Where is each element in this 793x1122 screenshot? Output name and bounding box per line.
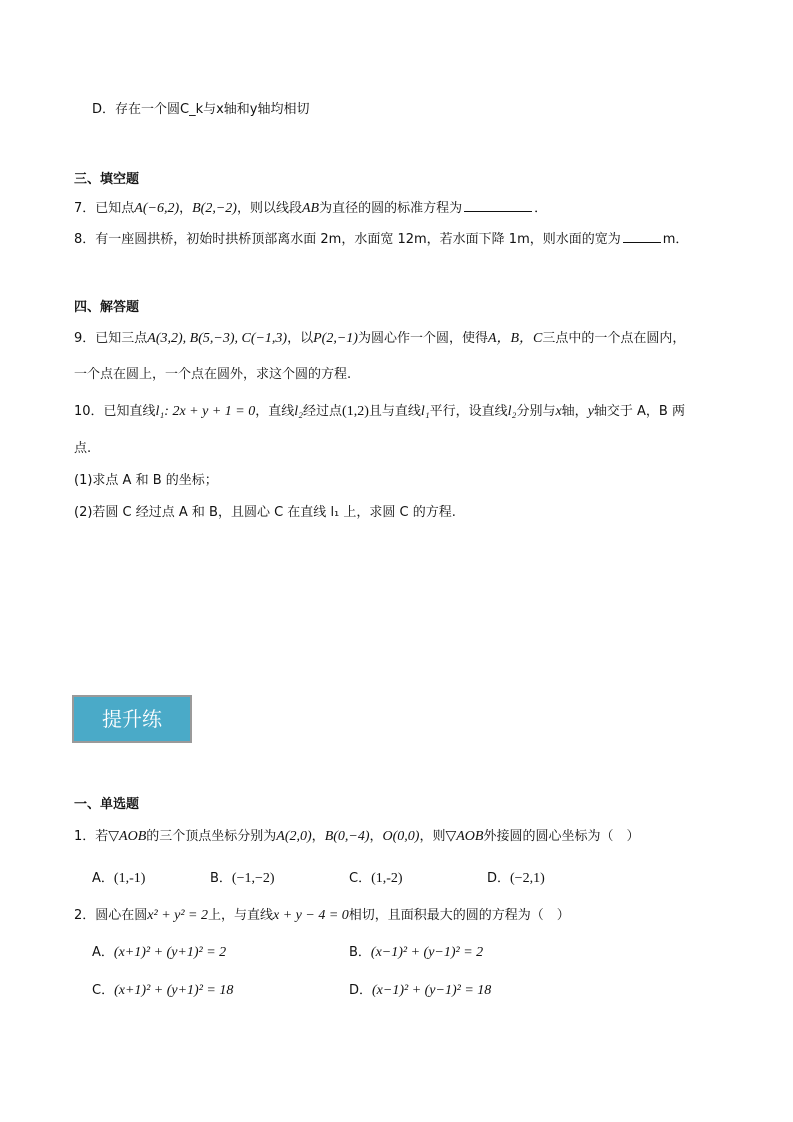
problem-1: 1．若▽AOB的三个顶点坐标分别为A(2,0)，B(0,−4)，O(0,0)，则▽AOB外接圆的圆心坐标为（ ）: [74, 829, 640, 844]
q6-option-d-text: D．存在一个圆C_k与x轴和y轴均相切: [92, 102, 310, 117]
question-9: 9．已知三点A(3,2), B(5,−3), C(−1,3)，以P(2,−1)为圆心作一个圆，使得A，B，C三点中的一个点在圆内，: [74, 331, 686, 346]
point-a: A(−6,2): [134, 201, 180, 216]
p1-option-c[interactable]: C．(1,‑2): [349, 871, 403, 886]
answer-blank-8[interactable]: [623, 228, 661, 243]
point-b: B(2,−2): [192, 201, 237, 216]
section-title-single-choice: 一、单选题: [74, 797, 140, 812]
question-10-part1: (1)求点 A 和 B 的坐标；: [74, 473, 218, 488]
improvement-practice-badge: 提升练: [72, 695, 192, 743]
section-title-fill-blank: 三、填空题: [74, 172, 140, 187]
question-8: 8．有一座圆拱桥，初始时拱桥顶部离水面 2m，水面宽 12m，若水面下降 1m，则水面的宽为 m．: [74, 228, 688, 250]
p2-option-c[interactable]: C．(x+1)² + (y+1)² = 18: [92, 983, 234, 998]
answer-blank-7[interactable]: [464, 197, 532, 212]
question-9-line2: 一个点在圆上，一个点在圆外，求这个圆的方程.: [74, 367, 352, 382]
problem-2: 2．圆心在圆x² + y² = 2上，与直线x + y − 4 = 0相切，且面积最大的圆的方程为（ ）: [74, 908, 570, 923]
p1-option-d[interactable]: D．(−2,1): [487, 871, 545, 886]
section-title-answer: 四、解答题: [74, 300, 140, 315]
question-7: 7．已知点A(−6,2)，B(2,−2)，则以线段AB为直径的圆的标准方程为 ．: [74, 197, 547, 219]
p2-option-d[interactable]: D．(x−1)² + (y−1)² = 18: [349, 983, 492, 998]
p1-option-b[interactable]: B．(−1,−2): [210, 871, 275, 886]
question-10-part2: (2)若圆 C 经过点 A 和 B，且圆心 C 在直线 l₁ 上，求圆 C 的方程.: [74, 505, 456, 520]
q6-option-d: [92, 100, 310, 120]
p2-option-a[interactable]: A．(x+1)² + (y+1)² = 2: [92, 945, 227, 960]
question-10: 10．已知直线l₁: 2x + y + 1 = 0，直线l₂经过点(1,2)且与直线l₁平行，设直线l₂分别与x轴，y轴交于 A，B 两: [74, 404, 685, 419]
p1-option-a[interactable]: A．(1,‑1): [92, 871, 146, 886]
p2-option-b[interactable]: B．(x−1)² + (y−1)² = 2: [349, 945, 484, 960]
question-10-line2: 点.: [74, 441, 92, 456]
